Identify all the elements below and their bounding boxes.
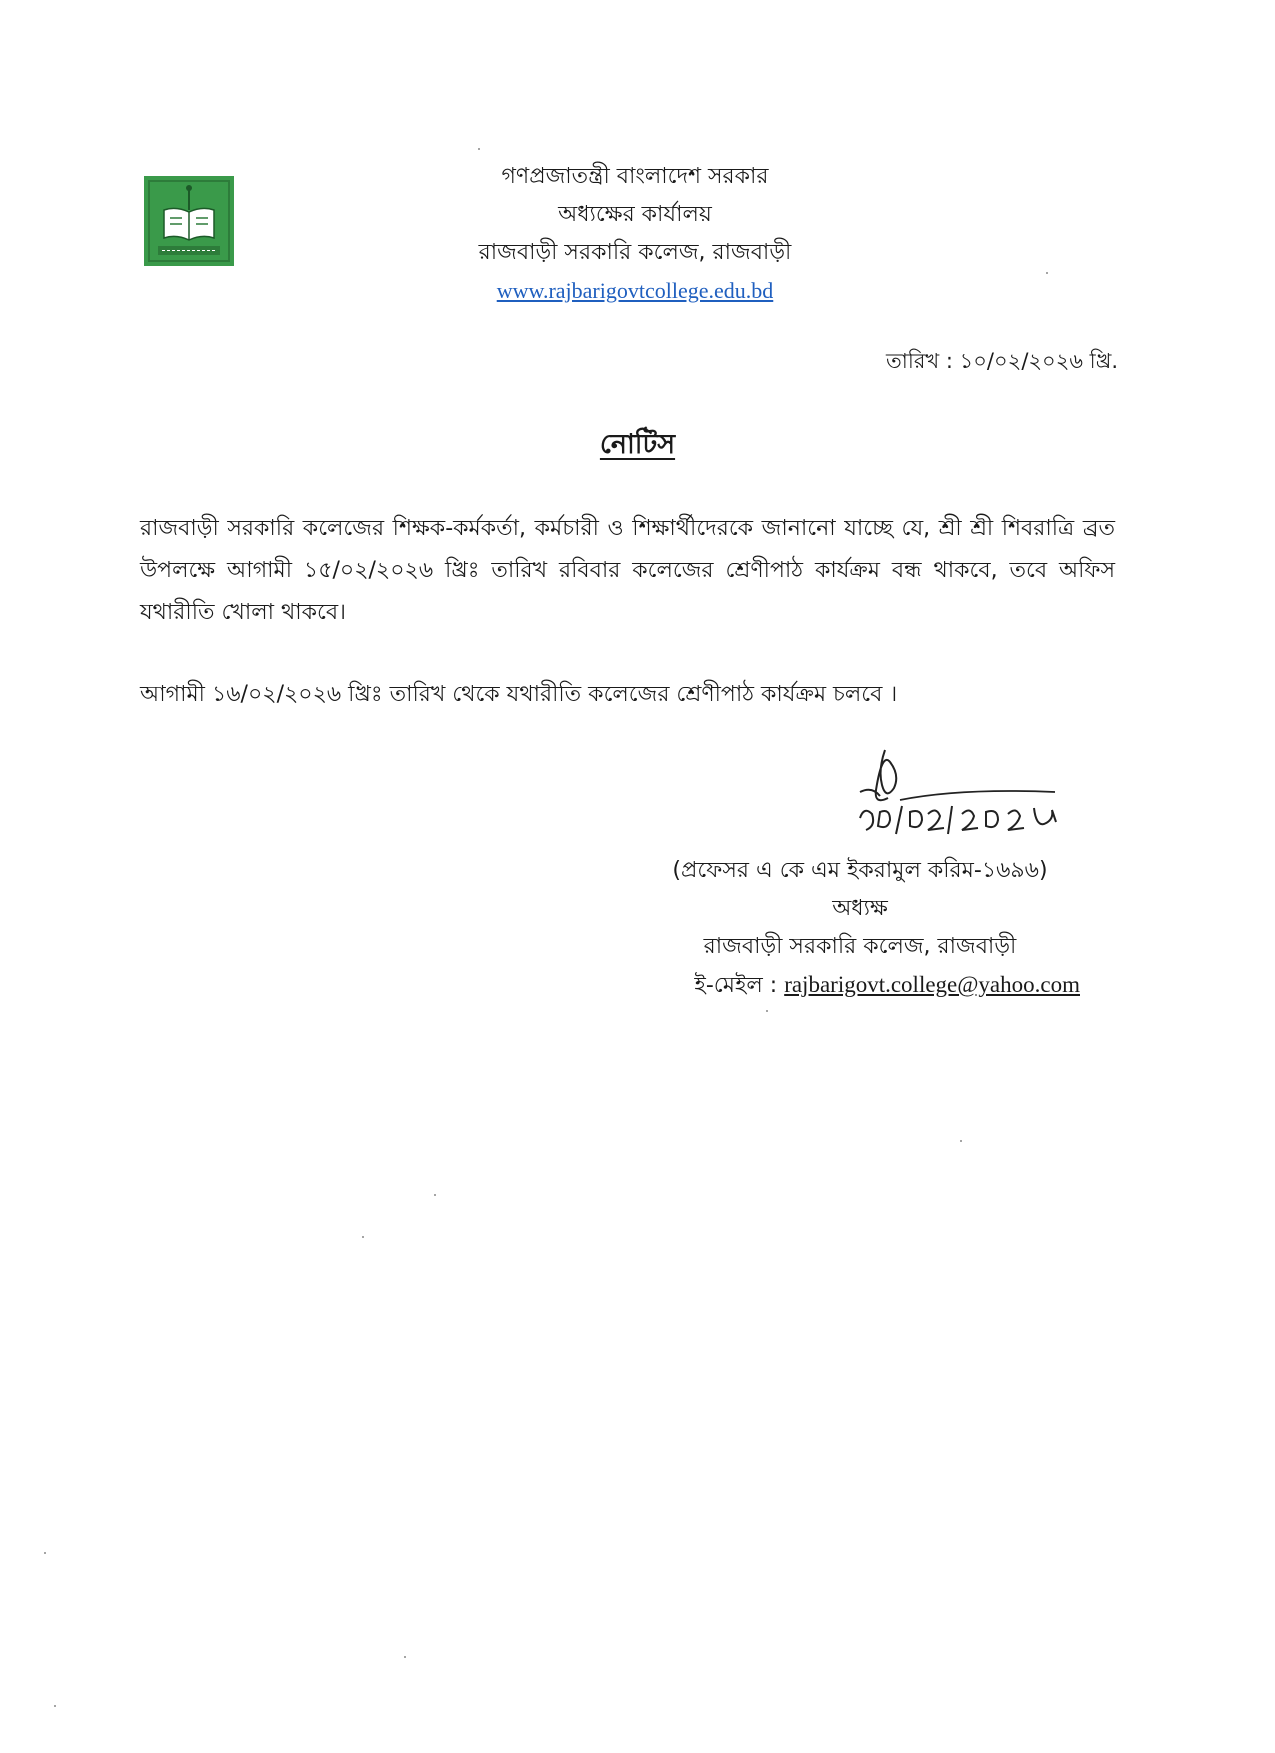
notice-title-row xyxy=(0,424,1275,469)
scan-speck xyxy=(478,148,480,150)
signer-block xyxy=(640,852,1080,1005)
notice-paragraph-2: আগামী ১৬/০২/২০২৬ খ্রিঃ তারিখ থেকে যথারীতি কলেজের শ্রেণীপাঠ কার্যক্রম চলবে । xyxy=(140,682,898,707)
signer-institution: রাজবাড়ী সরকারি কলেজ, রাজবাড়ী xyxy=(703,934,1017,959)
scan-speck xyxy=(1046,272,1048,274)
government-name: গণপ্রজাতন্ত্রী বাংলাদেশ সরকার xyxy=(501,164,769,189)
notice-title: নোটিস xyxy=(599,429,676,460)
email-label: ই-মেইল : xyxy=(694,973,785,998)
scan-speck xyxy=(434,1194,436,1196)
notice-paragraph-1: রাজবাড়ী সরকারি কলেজের শিক্ষক-কর্মকর্তা, কর্মচারী ও শিক্ষার্থীদেরকে জানানো যাচ্ছে যে, শ্রী শ্রী শিবরাত্রি ব্রত উপলক্ষে আগামী ১৫/০২/২০২৬ খ্রিঃ তারিখ রবিবার কলেজের শ্রেণীপাঠ কার্যক্রম বন্ধ থাকবে, তবে অফিস যথারীতি খোলা থাকবে। xyxy=(140,516,1115,625)
scan-speck xyxy=(766,1010,768,1012)
handwritten-signature-icon xyxy=(830,730,1090,850)
scan-speck xyxy=(44,1552,46,1554)
college-name: রাজবাড়ী সরকারি কলেজ, রাজবাড়ী xyxy=(478,240,792,265)
signer-email-row xyxy=(640,966,1080,1005)
scan-speck xyxy=(960,1140,962,1142)
notice-date: তারিখ : ১০/০২/২০২৬ খ্রি. xyxy=(886,349,1118,373)
signer-designation: অধ্যক্ষ xyxy=(832,896,888,921)
scan-speck xyxy=(54,1705,56,1707)
signer-name: (প্রফেসর এ কে এম ইকরামুল করিম-১৬৯৬) xyxy=(672,858,1048,883)
scan-speck xyxy=(362,1236,364,1238)
college-emblem-icon xyxy=(144,176,234,266)
office-name: অধ্যক্ষের কার্যালয় xyxy=(558,202,712,227)
letterhead xyxy=(420,158,850,311)
scan-speck xyxy=(404,1656,406,1658)
email-link[interactable]: rajbarigovt.college@yahoo.com xyxy=(784,972,1080,997)
website-link[interactable]: www.rajbarigovtcollege.edu.bd xyxy=(496,278,774,303)
